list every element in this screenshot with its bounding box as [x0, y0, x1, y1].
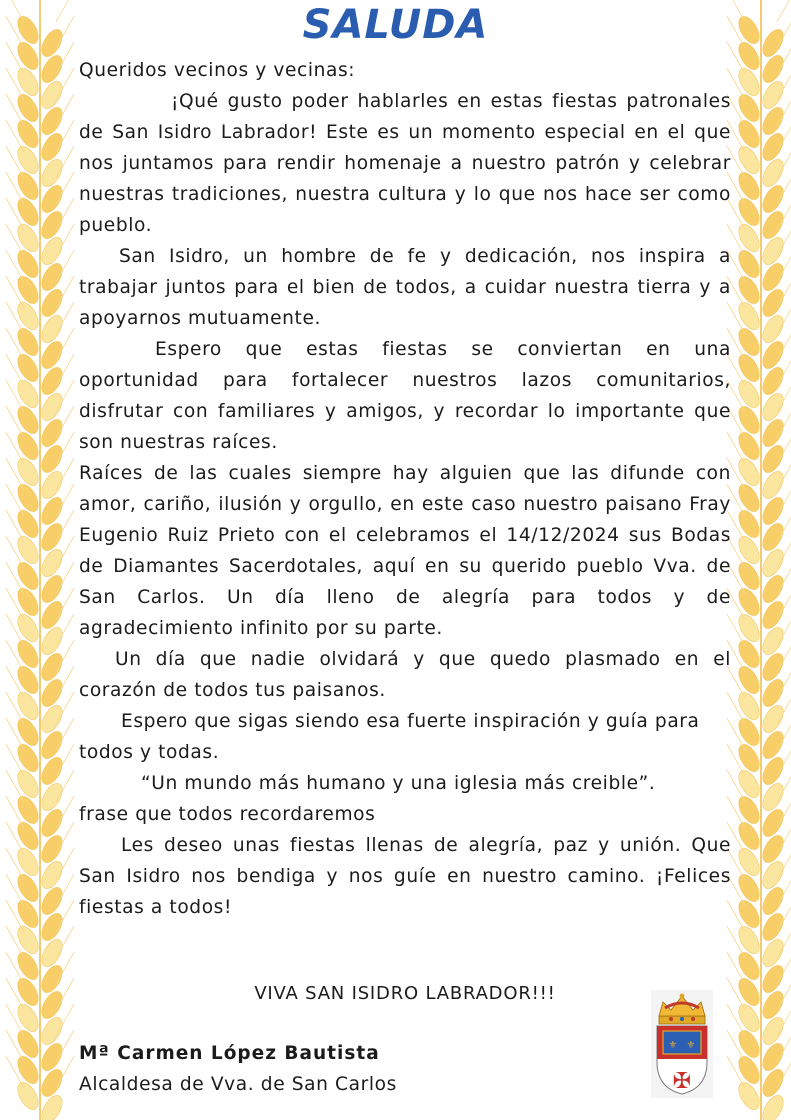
paragraph: Espero que sigas siendo esa fuerte inspiración y guía para todos y todas. [79, 711, 700, 763]
wheat-grain [14, 195, 43, 229]
wheat-grain [759, 572, 788, 606]
wheat-grain [14, 1053, 43, 1087]
wheat-grain [735, 195, 764, 229]
paragraph: San Isidro, un hombre de fe y dedicación, nos inspira a trabajar juntos para el bien de todos, a cuidar nuestra tierra y a apoyarnos mutuamente. [79, 246, 731, 329]
wheat-grain [735, 1053, 764, 1087]
wheat-grain [38, 962, 67, 996]
wheat-grain [735, 637, 764, 671]
wheat-grain [38, 728, 67, 762]
wheat-grain [759, 130, 788, 164]
svg-text:✠: ✠ [672, 1069, 692, 1094]
wheat-grain [14, 247, 43, 281]
wheat-grain [38, 910, 67, 944]
wheat-grain [759, 442, 788, 476]
paragraph: frase que todos recordaremos [79, 804, 376, 825]
wheat-grain [38, 1040, 67, 1074]
wheat-grain [735, 611, 764, 645]
wheat-grain [38, 234, 67, 268]
page-title: SALUDA [302, 2, 489, 48]
wheat-grain [14, 507, 43, 541]
wheat-grain [14, 897, 43, 931]
wheat-grain [759, 520, 788, 554]
coat-of-arms-icon [651, 990, 713, 1098]
wheat-grain [759, 858, 788, 892]
wheat-grain [14, 429, 43, 463]
wheat-grain [14, 949, 43, 983]
wheat-grain [38, 650, 67, 684]
wheat-grain [735, 325, 764, 359]
wheat-grain [14, 767, 43, 801]
wheat-grain [735, 377, 764, 411]
wheat-grain [735, 221, 764, 255]
wheat-grain [14, 299, 43, 333]
wheat-grain [759, 546, 788, 580]
wheat-grain [759, 728, 788, 762]
wheat-grain [735, 351, 764, 385]
wheat-grain [38, 832, 67, 866]
wheat-grain [14, 611, 43, 645]
wheat-grain [38, 572, 67, 606]
wheat-grain [735, 845, 764, 879]
wheat-grain [735, 143, 764, 177]
wheat-grain [759, 754, 788, 788]
wheat-grain [38, 1066, 67, 1100]
wheat-grain [38, 260, 67, 294]
wheat-grain [735, 897, 764, 931]
wheat-grain [14, 585, 43, 619]
wheat-grain [735, 871, 764, 905]
wheat-grain [14, 325, 43, 359]
wheat-grain [735, 585, 764, 619]
wheat-grain [735, 715, 764, 749]
greeting: Queridos vecinos y vecinas: [79, 60, 356, 81]
wheat-grain [38, 806, 67, 840]
wheat-grain [759, 676, 788, 710]
wheat-grain [38, 1014, 67, 1048]
wheat-grain [14, 533, 43, 567]
wheat-grain [14, 715, 43, 749]
wheat-grain [759, 1066, 788, 1100]
wheat-grain [38, 858, 67, 892]
paragraph: Les deseo unas fiestas llenas de alegría, paz y unión. Que San Isidro nos bendiga y nos guíe en nuestro camino. ¡Felices fiestas a todos! [79, 835, 731, 918]
quote: “Un mundo más humano y una iglesia más creible”. [141, 773, 656, 794]
wheat-grain [38, 104, 67, 138]
wheat-grain [759, 780, 788, 814]
wheat-grain [14, 143, 43, 177]
wheat-grain [38, 936, 67, 970]
wheat-grain [14, 351, 43, 385]
wheat-grain [759, 468, 788, 502]
wheat-grain [38, 442, 67, 476]
paragraph: ¡Qué gusto poder hablarles en estas fiestas patronales de San Isidro Labrador! Este es un momento especial en el que nos juntamos para rendir homenaje a nuestro patrón y celebrar nuestras tradiciones, nuestra cultura y lo que nos hace ser como pueblo. [79, 91, 731, 236]
wheat-grain [759, 208, 788, 242]
wheat-grain [735, 1001, 764, 1035]
wheat-grain [38, 312, 67, 346]
wheat-grain [759, 832, 788, 866]
paragraph: Un día que nadie olvidará y que quedo plasmado en el corazón de todos tus paisanos. [79, 649, 731, 701]
paragraph: Raíces de las cuales siempre hay alguien que las difunde con amor, cariño, ilusión y orgullo, en este caso nuestro paisano Fray Eugenio Ruiz Prieto con el celebramos el 14/12/2024 sus Bodas de Diamantes Sacerdotales, aquí en su querido pueblo Vva. de San Carlos. Un día lleno de alegría para todos y de agradecimiento infinito por su parte. [79, 463, 731, 639]
wheat-grain [759, 1040, 788, 1074]
wheat-grain [735, 559, 764, 593]
wheat-grain [38, 520, 67, 554]
wheat-grain [14, 637, 43, 671]
wheat-grain [735, 949, 764, 983]
wheat-grain [759, 702, 788, 736]
wheat-grain [735, 169, 764, 203]
wheat-grain [14, 689, 43, 723]
wheat-grain [38, 494, 67, 528]
wheat-grain [38, 468, 67, 502]
wheat-grain [759, 286, 788, 320]
wheat-grain [759, 52, 788, 86]
wheat-grain [14, 1079, 43, 1113]
wheat-grain [735, 91, 764, 125]
wheat-grain [759, 260, 788, 294]
wheat-grain [14, 819, 43, 853]
closing-cheer: VIVA SAN ISIDRO LABRADOR!!! [254, 983, 556, 1004]
wheat-grain [759, 390, 788, 424]
wheat-grain [735, 923, 764, 957]
wheat-grain [759, 234, 788, 268]
wheat-grain [735, 65, 764, 99]
wheat-grain [735, 533, 764, 567]
wheat-grain [38, 416, 67, 450]
letter-body [79, 55, 731, 923]
wheat-grain [759, 650, 788, 684]
wheat-grain [735, 403, 764, 437]
wheat-grain [759, 1014, 788, 1048]
wheat-grain [735, 663, 764, 697]
wheat-grain [735, 975, 764, 1009]
wheat-grain [38, 338, 67, 372]
wheat-grain [759, 416, 788, 450]
wheat-grain [759, 338, 788, 372]
wheat-grain [14, 741, 43, 775]
wheat-grain [735, 507, 764, 541]
wheat-grain [735, 273, 764, 307]
wheat-grain [14, 975, 43, 1009]
signer-role: Alcaldesa de Vva. de San Carlos [79, 1074, 397, 1095]
wheat-grain [14, 169, 43, 203]
wheat-grain [38, 624, 67, 658]
wheat-grain [14, 65, 43, 99]
wheat-grain [14, 845, 43, 879]
wheat-grain [14, 793, 43, 827]
wheat-grain [759, 624, 788, 658]
wheat-grain [759, 910, 788, 944]
wheat-grain [735, 429, 764, 463]
wheat-grain [38, 78, 67, 112]
wheat-grain [38, 754, 67, 788]
wheat-grain [735, 481, 764, 515]
wheat-grain [735, 689, 764, 723]
wheat-grain [14, 117, 43, 151]
svg-text:⚜: ⚜ [668, 1040, 678, 1051]
wheat-grain [759, 936, 788, 970]
wheat-grain [38, 208, 67, 242]
wheat-grain [735, 299, 764, 333]
wheat-grain [735, 117, 764, 151]
wheat-grain [38, 780, 67, 814]
wheat-grain [759, 494, 788, 528]
wheat-grain [38, 1092, 67, 1120]
wheat-grain [38, 390, 67, 424]
wheat-grain [38, 598, 67, 632]
wheat-grain [759, 104, 788, 138]
wheat-grain [759, 312, 788, 346]
wheat-grain [14, 871, 43, 905]
wheat-grain [38, 702, 67, 736]
wheat-grain [14, 403, 43, 437]
wheat-grain [759, 78, 788, 112]
wheat-grain [14, 481, 43, 515]
wheat-grain [14, 559, 43, 593]
wheat-grain [735, 1027, 764, 1061]
wheat-grain [14, 377, 43, 411]
wheat-grain [735, 819, 764, 853]
wheat-grain [14, 273, 43, 307]
wheat-grain [759, 1092, 788, 1120]
wheat-grain [759, 884, 788, 918]
wheat-grain [14, 91, 43, 125]
wheat-grain [735, 1079, 764, 1113]
wheat-grain [38, 130, 67, 164]
wheat-grain [38, 286, 67, 320]
wheat-grain [38, 676, 67, 710]
wheat-grain [14, 1001, 43, 1035]
wheat-grain [735, 767, 764, 801]
wheat-grain [14, 923, 43, 957]
wheat-grain [38, 52, 67, 86]
wheat-grain [38, 182, 67, 216]
svg-text:⚜: ⚜ [686, 1040, 696, 1051]
wheat-grain [38, 546, 67, 580]
wheat-grain [38, 364, 67, 398]
signer-name: Mª Carmen López Bautista [79, 1043, 380, 1064]
wheat-grain [735, 793, 764, 827]
wheat-grain [759, 988, 788, 1022]
wheat-grain [38, 884, 67, 918]
wheat-grain [759, 364, 788, 398]
wheat-grain [759, 182, 788, 216]
wheat-grain [14, 663, 43, 697]
wheat-grain [735, 741, 764, 775]
wheat-grain [759, 962, 788, 996]
wheat-grain [14, 221, 43, 255]
wheat-grain [759, 806, 788, 840]
wheat-grain [735, 247, 764, 281]
wheat-grain [759, 598, 788, 632]
wheat-grain [14, 455, 43, 489]
wheat-grain [14, 1027, 43, 1061]
paragraph: Espero que estas fiestas se conviertan en una oportunidad para fortalecer nuestros lazos comunitarios, disfrutar con familiares y amigos, y recordar lo importante que son nuestras raíces. [79, 339, 731, 453]
wheat-grain [38, 988, 67, 1022]
wheat-grain [735, 455, 764, 489]
wheat-grain [38, 156, 67, 190]
wheat-grain [759, 156, 788, 190]
